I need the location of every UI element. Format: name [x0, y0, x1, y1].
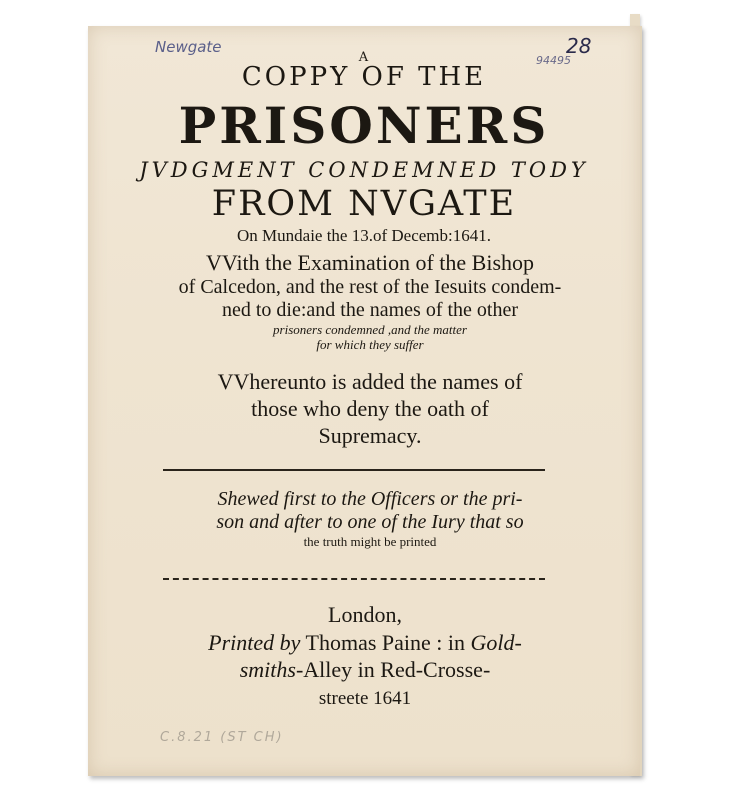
title-coppy-of-the: COPPY OF THE	[241, 62, 487, 92]
shewed-line: Shewed first to the Officers or the pri-	[217, 488, 523, 510]
imprint-printed-by: Printed by	[208, 630, 301, 655]
examination-paragraph	[150, 250, 590, 352]
imprint-printer-line	[130, 630, 600, 656]
divider-rule	[163, 469, 545, 471]
whereunto-paragraph	[150, 368, 590, 449]
examination-line: of Calcedon, and the rest of the Iesuits condem-	[178, 276, 562, 298]
title-judgment: JVDGMENT CONDEMNED TODY	[139, 158, 589, 182]
title-from-nugate: FROM NVGATE	[211, 184, 517, 224]
handwritten-page-number: 28	[566, 34, 592, 58]
examination-line: ned to die:and the names of the other	[221, 299, 518, 321]
catalog-number: 94495	[536, 54, 571, 67]
faint-shelfmark: C.8.21 (ST CH)	[160, 730, 284, 745]
title-date: On Mundaie the 13.of Decemb:1641.	[237, 226, 491, 245]
imprint-alley: Alley in Red-Crosse-	[303, 657, 491, 682]
divider-rule-dashed	[163, 578, 545, 580]
examination-small-line: for which they suffer	[316, 337, 424, 352]
imprint-address-line	[130, 657, 600, 683]
shewed-small-line: the truth might be printed	[303, 534, 437, 549]
imprint-gold: Gold-	[470, 630, 522, 655]
shewed-line: son and after to one of the Iury that so	[216, 511, 524, 533]
imprint-city: London,	[328, 602, 402, 627]
examination-small-line: prisoners condemned ,and the matter	[273, 322, 467, 337]
whereunto-line: Supremacy.	[318, 423, 422, 448]
whereunto-line: those who deny the oath of	[251, 396, 489, 421]
imprint-printer: Thomas Paine : in	[305, 630, 466, 655]
whereunto-line: VVhereunto is added the names of	[217, 369, 523, 394]
examination-line: VVith the Examination of the Bishop	[205, 250, 535, 275]
title-prisoners: PRISONERS	[178, 96, 550, 155]
shewed-paragraph	[150, 488, 590, 549]
imprint-smiths: smiths-	[239, 657, 304, 682]
imprint-year: streete 1641	[318, 688, 412, 709]
title-article: A	[358, 50, 370, 65]
handwritten-note-newgate: Newgate	[155, 38, 222, 56]
